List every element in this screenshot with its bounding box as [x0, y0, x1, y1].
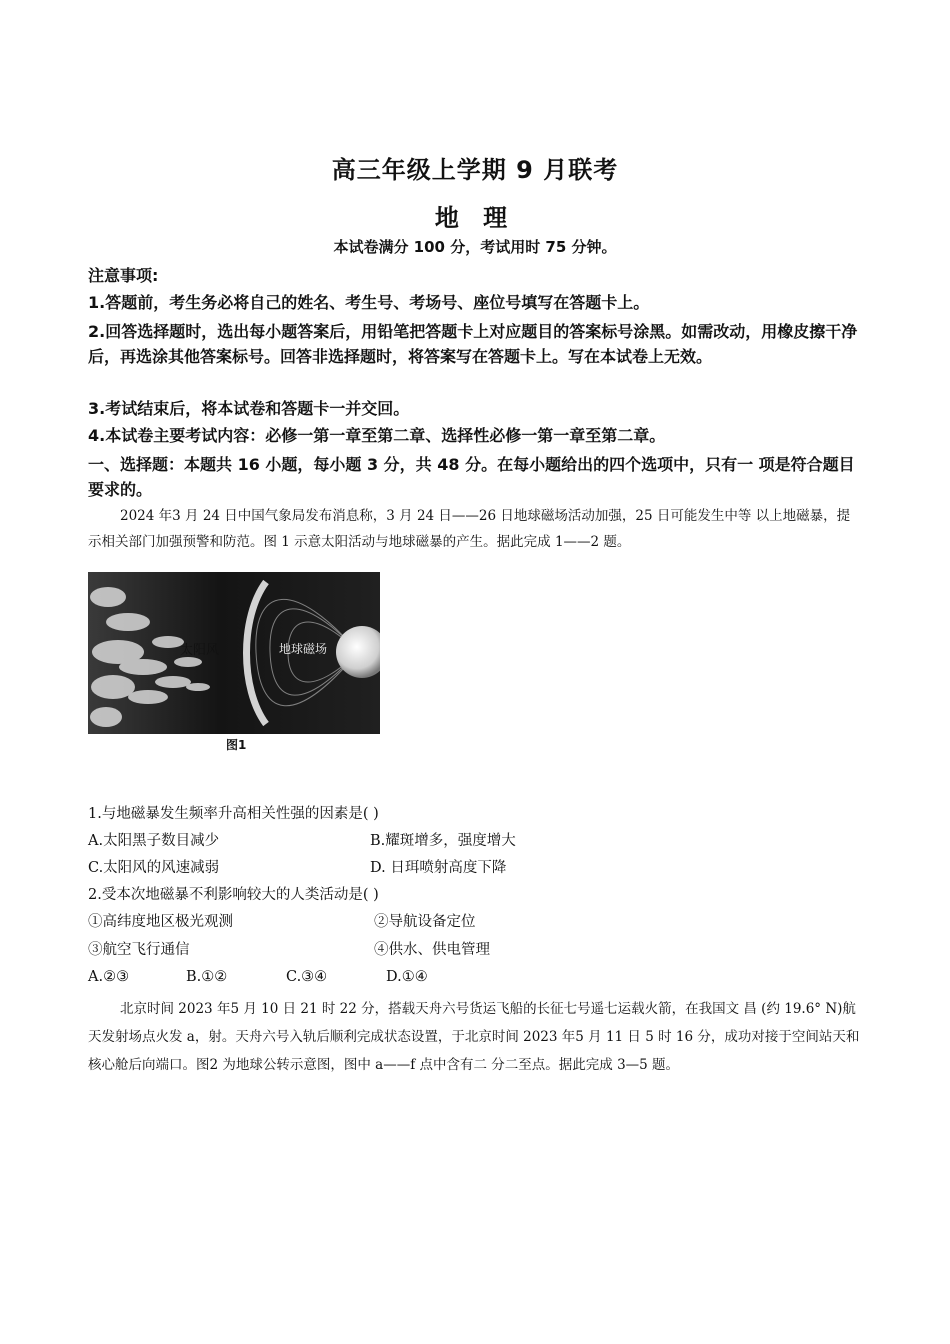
question-1-stem: 1.与地磁暴发生频率升高相关性强的因素是( )	[88, 806, 379, 822]
label-solar-wind: 太阳风	[180, 643, 220, 658]
question-2-item-3: ③航空飞行通信	[88, 942, 190, 958]
passage-1: 2024 年3 月 24 日中国气象局发布消息称，3 月 24 日——26 日地球磁场活动加强，25 日可能发生中等 以上地磁暴，提示相关部门加强预警和防范。图 1 示意太阳活动与地球磁暴的产生。据此完成 1——2 题。	[88, 508, 851, 550]
question-2-item-4: ④供水、供电管理	[374, 942, 490, 958]
section-heading: 一、选择题：本题共 16 小题，每小题 3 分，共 48 分。在每小题给出的四个选项中，只有一 项是符合题目要求的。	[88, 455, 855, 499]
note-item-2: 2.回答选择题时，选出每小题答案后，用铅笔把答题卡上对应题目的答案标号涂黑。如需改动，用橡皮擦干净后，再选涂其他答案标号。回答非选择题时，将答案写在答题卡上。写在本试卷上无效。	[88, 322, 858, 366]
solar-wind-magnetosphere-illustration	[88, 572, 380, 734]
note-item-1: 1.答题前，考生务必将自己的姓名、考生号、考场号、座位号填写在答题卡上。	[88, 293, 650, 312]
question-2-item-1: ①高纬度地区极光观测	[88, 914, 233, 930]
question-2-option-d: D.①④	[386, 969, 428, 985]
question-2-option-c: C.③④	[286, 969, 328, 985]
label-magnetic-field: 地球磁场	[279, 642, 328, 656]
question-2-item-2: ②导航设备定位	[374, 914, 476, 930]
figure-1-caption: 图1	[226, 738, 247, 752]
note-item-4: 4.本试卷主要考试内容：必修一第一章至第二章、选择性必修一第一章至第二章。	[88, 426, 666, 445]
question-1-option-d: D. 日珥喷射高度下降	[370, 860, 507, 876]
subject-title: 地 理	[434, 204, 516, 232]
question-2-option-b: B.①②	[186, 969, 228, 985]
note-item-3: 3.考试结束后，将本试卷和答题卡一并交回。	[88, 399, 410, 418]
question-1-option-b: B.耀斑增多，强度增大	[370, 833, 516, 849]
exam-title: 高三年级上学期 9 月联考	[331, 156, 619, 184]
question-2-option-a: A.②③	[88, 969, 130, 985]
notes-heading: 注意事项:	[88, 266, 159, 285]
exam-info: 本试卷满分 100 分，考试用时 75 分钟。	[333, 238, 617, 256]
figure-1-image	[88, 572, 380, 734]
question-2-stem: 2.受本次地磁暴不利影响较大的人类活动是( )	[88, 887, 379, 903]
question-1-option-c: C.太阳风的风速减弱	[88, 860, 220, 876]
question-1-option-a: A.太阳黑子数目减少	[88, 833, 220, 849]
passage-2: 北京时间 2023 年5 月 10 日 21 时 22 分，搭载天舟六号货运飞船的长征七号遥七运载火箭，在我国文 昌 (约 19.6° N)航天发射场点火发 a，射。天舟六号入轨后顺利完成状态设置，于北京时间 2023 年5 月 11 日 5 时 16 分，成功对接于空间站天和核心舱后向端口。图2 为地球公转示意图，图中 a——f 点中含有二 分二至点。据此完成 3—5 题。	[88, 1001, 860, 1073]
